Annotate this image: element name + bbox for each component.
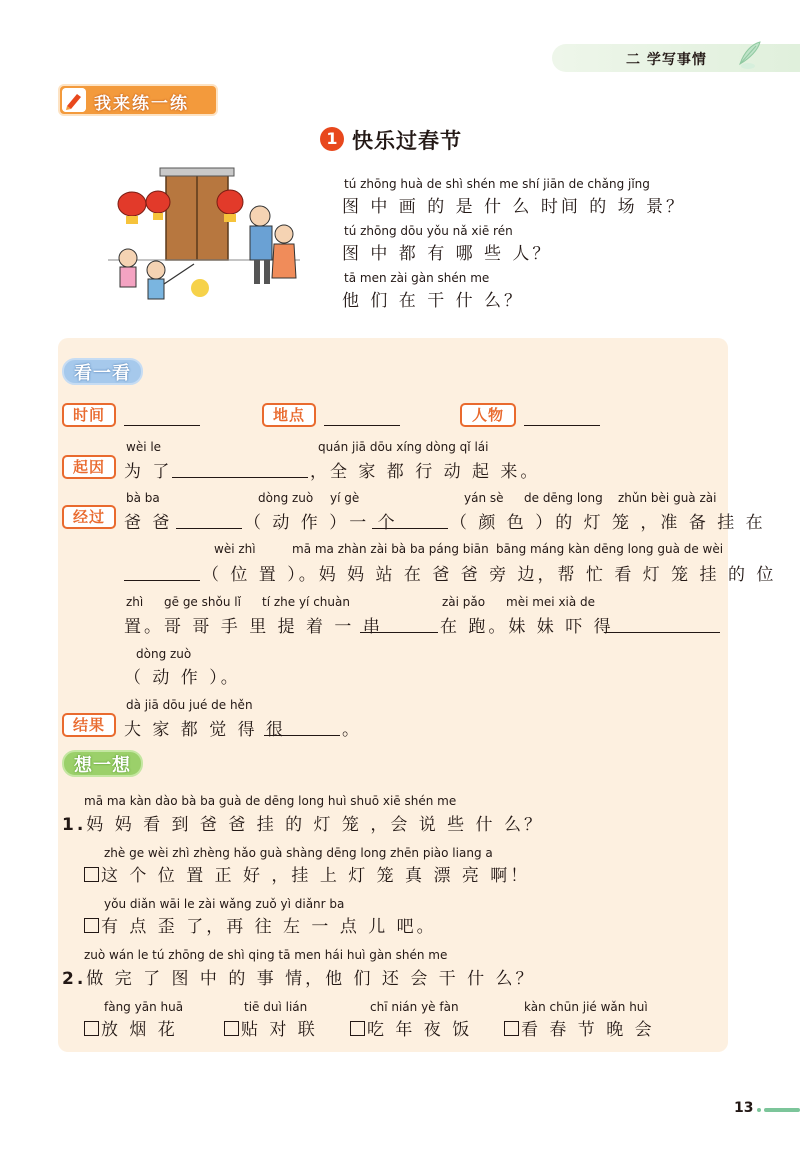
process-l2-pinyin-1: wèi zhì: [214, 542, 256, 556]
look-heading: 看一看: [62, 358, 143, 385]
process-action-blank-2[interactable]: [604, 631, 720, 633]
question-1: [62, 810, 544, 835]
process-l1-text-c: （ 颜 色 ）的 灯 笼 ，准 备 挂 在: [450, 513, 766, 533]
process-l3-text-a: 置。哥 哥 手 里 提 着 一 串: [124, 617, 383, 637]
choice-4-pinyin: kàn chūn jié wǎn huì: [524, 1000, 648, 1014]
choice-1: [84, 1015, 178, 1040]
q2-pinyin: zuò wán le tú zhōng de shì qing tā men hái huì gàn shén me: [84, 948, 448, 962]
process-item-blank[interactable]: [360, 631, 438, 633]
page-line: [764, 1108, 800, 1112]
cause-text-a: 为 了: [124, 462, 173, 482]
process-position-blank[interactable]: [124, 579, 200, 581]
process-l3-pinyin-5: mèi mei xià de: [506, 595, 596, 609]
option-2-pinyin: yǒu diǎn wāi le zài wǎng zuǒ yì diǎnr ba: [104, 897, 345, 911]
process-l1-text-b: （ 动 作 ）一 个: [244, 513, 398, 533]
result-text: 大 家 都 觉 得 很: [124, 720, 287, 740]
time-tag: 时间: [62, 403, 116, 427]
process-action-blank-1[interactable]: [176, 527, 242, 529]
option-2-text: 有 点 歪 了，再 往 左 一 点 儿 吧。: [101, 917, 437, 937]
result-tag: 结果: [62, 713, 116, 737]
process-color-blank[interactable]: [372, 527, 448, 529]
option-2: [84, 912, 437, 937]
choice-1-checkbox[interactable]: [84, 1021, 99, 1036]
process-l1-pinyin-5: de dēng long: [524, 491, 603, 505]
process-l2-pinyin-2: mā ma zhàn zài bà ba páng biān: [292, 542, 489, 556]
process-l4-pinyin: dòng zuò: [136, 647, 192, 661]
intro-pinyin-2: tú zhōng dōu yǒu nǎ xiē rén: [344, 224, 513, 238]
banner-title: 我来练一练: [94, 94, 189, 114]
intro-pinyin-1: tú zhōng huà de shì shén me shí jiān de chǎng jǐng: [344, 177, 650, 191]
choice-3: [350, 1015, 472, 1040]
q2-number: 2.: [62, 969, 87, 989]
cause-pinyin-b: quán jiā dōu xíng dòng qǐ lái: [318, 440, 489, 454]
q1-number: 1.: [62, 815, 87, 835]
choice-1-pinyin: fàng yān huā: [104, 1000, 184, 1014]
intro-question-1: 图 中 画 的 是 什 么 时间 的 场 景？: [342, 197, 687, 217]
process-l1-text-a: 爸 爸: [124, 513, 173, 533]
lesson-title: 快乐过春节: [352, 129, 462, 153]
cause-blank[interactable]: [172, 476, 308, 478]
choice-2: [224, 1015, 318, 1040]
page-number: 13: [734, 1100, 754, 1116]
q1-text: 妈 妈 看 到 爸 爸 挂 的 灯 笼 ，会 说 些 什 么？: [86, 815, 544, 835]
process-l4-text: （ 动 作 ）。: [124, 668, 241, 688]
process-l2-pinyin-3: bāng máng kàn dēng long guà de wèi: [496, 542, 724, 556]
page-dot: [757, 1108, 761, 1112]
intro-question-2: 图 中 都 有 哪 些 人？: [342, 244, 553, 264]
option-2-checkbox[interactable]: [84, 918, 99, 933]
option-1-checkbox[interactable]: [84, 867, 99, 882]
choice-2-pinyin: tiē duì lián: [244, 1000, 308, 1014]
choice-4-checkbox[interactable]: [504, 1021, 519, 1036]
practice-banner: [58, 84, 218, 116]
choice-2-checkbox[interactable]: [224, 1021, 239, 1036]
process-l1-pinyin-6: zhǔn bèi guà zài: [618, 491, 717, 505]
choice-2-text: 贴 对 联: [241, 1020, 318, 1040]
people-blank[interactable]: [524, 424, 600, 426]
place-tag: 地点: [262, 403, 316, 427]
process-l1-pinyin-3: yí gè: [330, 491, 360, 505]
cause-tag: 起因: [62, 455, 116, 479]
spring-festival-illustration: [108, 160, 300, 318]
process-l3-pinyin-4: zài pǎo: [442, 595, 486, 609]
result-end: 。: [342, 720, 362, 740]
option-1: [84, 861, 530, 886]
intro-question-3: 他 们 在 干 什 么？: [342, 291, 525, 311]
intro-pinyin-3: tā men zài gàn shén me: [344, 271, 490, 285]
cause-pinyin-a: wèi le: [126, 440, 162, 454]
choice-3-pinyin: chī nián yè fàn: [370, 1000, 459, 1014]
think-heading: 想一想: [62, 750, 143, 777]
choice-4: [504, 1015, 655, 1040]
result-blank[interactable]: [264, 734, 340, 736]
time-blank[interactable]: [124, 424, 200, 426]
process-l3-pinyin-3: tí zhe yí chuàn: [262, 595, 350, 609]
process-l1-pinyin-1: bà ba: [126, 491, 160, 505]
process-l3-pinyin-1: zhì: [126, 595, 144, 609]
process-l3-pinyin-2: gē ge shǒu lǐ: [164, 595, 241, 609]
choice-3-checkbox[interactable]: [350, 1021, 365, 1036]
feather-icon: [734, 38, 764, 70]
choice-1-text: 放 烟 花: [101, 1020, 178, 1040]
process-tag: 经过: [62, 505, 116, 529]
chapter-title: 二 学写事情: [626, 52, 707, 68]
cause-text-b: ，全 家 都 行 动 起 来。: [310, 462, 541, 482]
choice-4-text: 看 春 节 晚 会: [521, 1020, 655, 1040]
pencil-icon: [62, 88, 86, 112]
q1-pinyin: mā ma kàn dào bà ba guà de dēng long huì shuō xiē shén me: [84, 794, 457, 808]
question-2: [62, 964, 536, 989]
choice-3-text: 吃 年 夜 饭: [367, 1020, 473, 1040]
option-1-text: 这 个 位 置 正 好 ，挂 上 灯 笼 真 漂 亮 啊！: [101, 866, 531, 886]
lesson-number: 1: [320, 127, 344, 151]
result-pinyin: dà jiā dōu jué de hěn: [126, 698, 253, 712]
people-tag: 人物: [460, 403, 516, 427]
option-1-pinyin: zhè ge wèi zhì zhèng hǎo guà shàng dēng long zhēn piào liang a: [104, 846, 493, 860]
place-blank[interactable]: [324, 424, 400, 426]
process-l2-text: （ 位 置 ）。妈 妈 站 在 爸 爸 旁 边，帮 忙 看 灯 笼 挂 的 位: [202, 565, 777, 585]
process-l1-pinyin-4: yán sè: [464, 491, 504, 505]
process-l1-pinyin-2: dòng zuò: [258, 491, 314, 505]
q2-text: 做 完 了 图 中 的 事 情，他 们 还 会 干 什 么？: [86, 969, 536, 989]
process-l3-text-b: 在 跑。妹 妹 吓 得: [440, 617, 614, 637]
